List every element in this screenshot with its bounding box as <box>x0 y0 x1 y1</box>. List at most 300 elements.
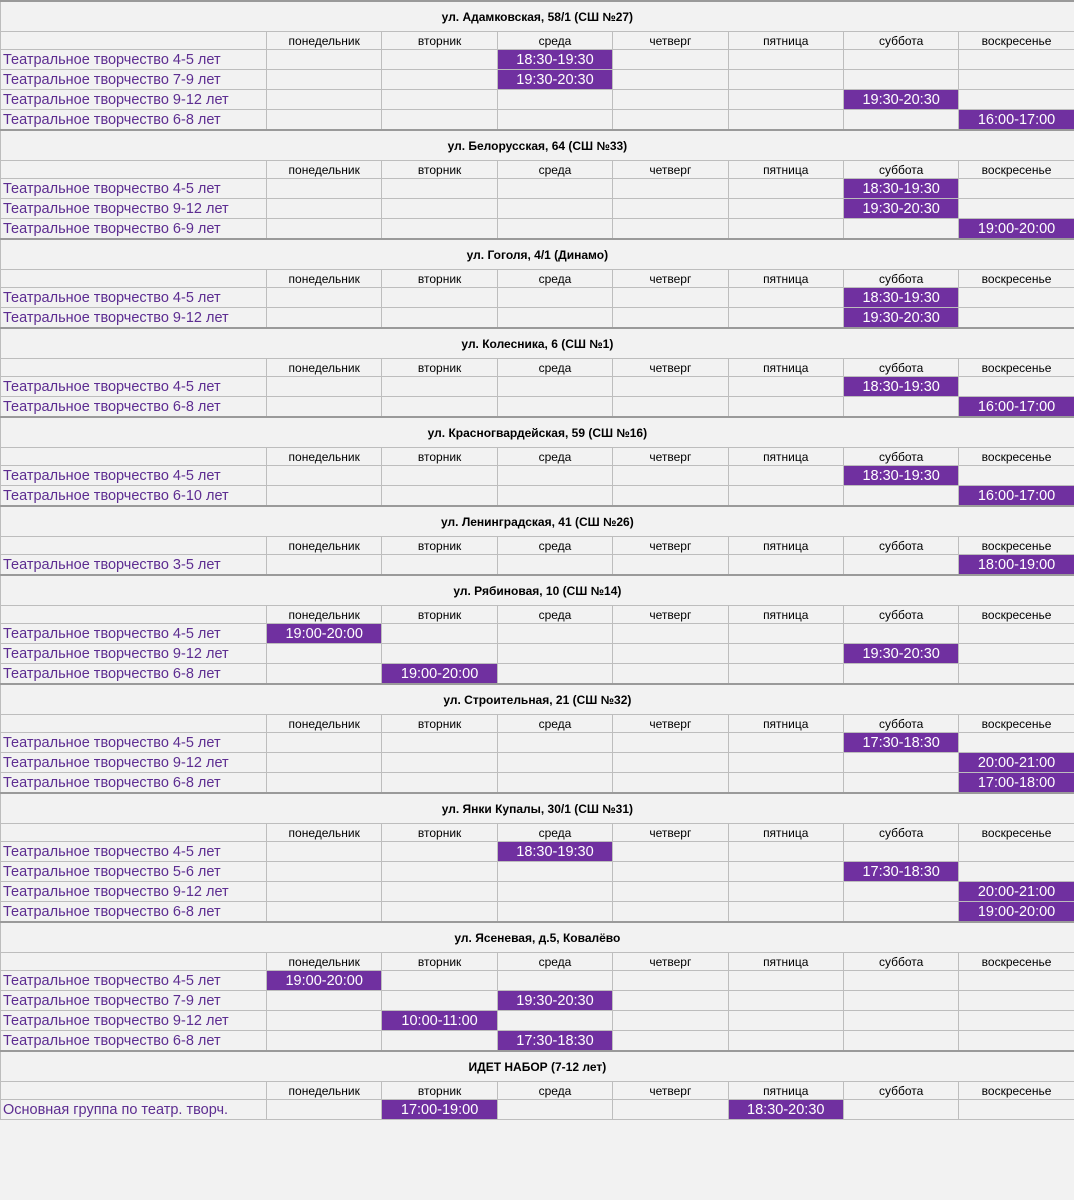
time-slot: 16:00-17:00 <box>959 486 1074 507</box>
location-title: ул. Колесника, 6 (СШ №1) <box>1 328 1074 359</box>
class-name: Театральное творчество 9-12 лет <box>1 199 267 219</box>
empty-slot <box>613 288 728 308</box>
time-slot: 17:00-19:00 <box>382 1100 497 1120</box>
empty-slot <box>382 50 497 70</box>
empty-slot <box>728 555 843 576</box>
empty-slot <box>267 664 382 685</box>
location-title: ул. Гоголя, 4/1 (Динамо) <box>1 239 1074 270</box>
table-row <box>1 1031 1074 1052</box>
weekday-label: понедельник <box>267 32 382 50</box>
empty-slot <box>959 199 1074 219</box>
empty-slot <box>382 753 497 773</box>
weekday-label: пятница <box>728 953 843 971</box>
class-name: Театральное творчество 4-5 лет <box>1 733 267 753</box>
empty-slot <box>382 971 497 991</box>
weekday-label: среда <box>497 32 612 50</box>
empty-slot <box>382 308 497 329</box>
empty-slot <box>267 70 382 90</box>
table-row <box>1 179 1074 199</box>
location-title: ул. Ленинградская, 41 (СШ №26) <box>1 506 1074 537</box>
weekday-label: четверг <box>613 1082 728 1100</box>
time-slot: 18:30-19:30 <box>843 466 958 486</box>
empty-slot <box>613 1011 728 1031</box>
class-name: Театральное творчество 4-5 лет <box>1 179 267 199</box>
empty-slot <box>267 555 382 576</box>
empty-slot <box>959 308 1074 329</box>
empty-slot <box>382 219 497 240</box>
empty-slot <box>843 1100 958 1120</box>
empty-slot <box>613 882 728 902</box>
empty-slot <box>959 991 1074 1011</box>
empty-slot <box>613 902 728 923</box>
weekday-label: воскресенье <box>959 606 1074 624</box>
class-name: Театральное творчество 5-6 лет <box>1 862 267 882</box>
empty-slot <box>843 70 958 90</box>
empty-corner-cell <box>1 537 267 555</box>
empty-slot <box>728 199 843 219</box>
weekday-label: среда <box>497 537 612 555</box>
table-row <box>1 308 1074 329</box>
weekday-header-row <box>1 1082 1074 1100</box>
weekday-label: суббота <box>843 824 958 842</box>
class-name: Театральное творчество 9-12 лет <box>1 882 267 902</box>
table-row <box>1 50 1074 70</box>
empty-slot <box>267 753 382 773</box>
weekday-header-row <box>1 161 1074 179</box>
time-slot: 18:30-20:30 <box>728 1100 843 1120</box>
empty-slot <box>613 773 728 794</box>
empty-slot <box>959 288 1074 308</box>
empty-slot <box>843 624 958 644</box>
table-row <box>1 991 1074 1011</box>
table-row <box>1 555 1074 576</box>
empty-slot <box>843 50 958 70</box>
empty-slot <box>497 288 612 308</box>
weekday-label: четверг <box>613 715 728 733</box>
weekday-label: воскресенье <box>959 161 1074 179</box>
empty-slot <box>382 110 497 131</box>
empty-slot <box>613 486 728 507</box>
empty-slot <box>497 555 612 576</box>
empty-slot <box>728 308 843 329</box>
weekday-label: среда <box>497 715 612 733</box>
empty-slot <box>843 1031 958 1052</box>
empty-slot <box>267 842 382 862</box>
empty-slot <box>728 753 843 773</box>
empty-slot <box>382 486 497 507</box>
table-row <box>1 773 1074 794</box>
weekday-label: вторник <box>382 953 497 971</box>
table-row <box>1 644 1074 664</box>
empty-slot <box>267 733 382 753</box>
table-row <box>1 842 1074 862</box>
table-row <box>1 862 1074 882</box>
empty-slot <box>382 466 497 486</box>
empty-slot <box>613 90 728 110</box>
empty-slot <box>613 308 728 329</box>
empty-slot <box>728 862 843 882</box>
empty-slot <box>613 991 728 1011</box>
location-title: ул. Ясеневая, д.5, Ковалёво <box>1 922 1074 953</box>
empty-slot <box>843 555 958 576</box>
empty-slot <box>959 1031 1074 1052</box>
weekday-label: понедельник <box>267 824 382 842</box>
empty-slot <box>382 842 497 862</box>
empty-slot <box>497 219 612 240</box>
weekday-label: четверг <box>613 953 728 971</box>
empty-slot <box>843 902 958 923</box>
empty-slot <box>497 862 612 882</box>
empty-slot <box>613 971 728 991</box>
empty-slot <box>728 842 843 862</box>
weekday-label: воскресенье <box>959 448 1074 466</box>
empty-slot <box>843 842 958 862</box>
empty-slot <box>959 90 1074 110</box>
class-name: Театральное творчество 6-8 лет <box>1 773 267 794</box>
empty-slot <box>267 179 382 199</box>
time-slot: 20:00-21:00 <box>959 753 1074 773</box>
time-slot: 19:30-20:30 <box>843 199 958 219</box>
schedule-body <box>1 1 1074 1120</box>
weekday-label: воскресенье <box>959 715 1074 733</box>
weekday-label: среда <box>497 953 612 971</box>
weekday-header-row <box>1 606 1074 624</box>
empty-slot <box>497 466 612 486</box>
empty-slot <box>497 397 612 418</box>
empty-slot <box>843 486 958 507</box>
empty-slot <box>382 377 497 397</box>
empty-slot <box>613 862 728 882</box>
empty-corner-cell <box>1 32 267 50</box>
empty-slot <box>959 624 1074 644</box>
empty-slot <box>497 90 612 110</box>
time-slot: 16:00-17:00 <box>959 110 1074 131</box>
empty-slot <box>267 644 382 664</box>
location-header <box>1 793 1074 824</box>
class-name: Театральное творчество 4-5 лет <box>1 288 267 308</box>
table-row <box>1 219 1074 240</box>
empty-slot <box>267 288 382 308</box>
empty-slot <box>843 397 958 418</box>
empty-corner-cell <box>1 161 267 179</box>
class-name: Театральное творчество 7-9 лет <box>1 991 267 1011</box>
class-name: Театральное творчество 9-12 лет <box>1 90 267 110</box>
empty-slot <box>728 397 843 418</box>
empty-slot <box>267 862 382 882</box>
empty-slot <box>728 902 843 923</box>
location-header <box>1 506 1074 537</box>
class-name: Театральное творчество 9-12 лет <box>1 644 267 664</box>
empty-slot <box>959 733 1074 753</box>
weekday-label: понедельник <box>267 953 382 971</box>
weekday-label: пятница <box>728 537 843 555</box>
class-name: Театральное творчество 4-5 лет <box>1 466 267 486</box>
weekday-label: пятница <box>728 359 843 377</box>
empty-slot <box>382 90 497 110</box>
location-header <box>1 239 1074 270</box>
empty-slot <box>613 733 728 753</box>
weekday-label: четверг <box>613 270 728 288</box>
weekday-label: воскресенье <box>959 270 1074 288</box>
class-name: Театральное творчество 9-12 лет <box>1 308 267 329</box>
empty-slot <box>497 486 612 507</box>
time-slot: 10:00-11:00 <box>382 1011 497 1031</box>
table-row <box>1 902 1074 923</box>
weekday-label: среда <box>497 824 612 842</box>
empty-slot <box>843 664 958 685</box>
time-slot: 19:00-20:00 <box>267 971 382 991</box>
time-slot: 17:30-18:30 <box>843 733 958 753</box>
weekday-label: понедельник <box>267 359 382 377</box>
weekday-label: суббота <box>843 32 958 50</box>
location-header <box>1 1 1074 32</box>
empty-slot <box>382 179 497 199</box>
weekday-label: понедельник <box>267 270 382 288</box>
table-row <box>1 733 1074 753</box>
empty-slot <box>843 110 958 131</box>
empty-slot <box>497 308 612 329</box>
table-row <box>1 397 1074 418</box>
table-row <box>1 1100 1074 1120</box>
table-row <box>1 664 1074 685</box>
weekday-label: среда <box>497 1082 612 1100</box>
weekday-label: пятница <box>728 715 843 733</box>
location-header <box>1 328 1074 359</box>
table-row <box>1 110 1074 131</box>
empty-slot <box>267 219 382 240</box>
empty-slot <box>497 377 612 397</box>
table-row <box>1 466 1074 486</box>
weekday-label: понедельник <box>267 1082 382 1100</box>
empty-slot <box>613 397 728 418</box>
empty-slot <box>497 1011 612 1031</box>
weekday-label: понедельник <box>267 161 382 179</box>
location-title: ул. Рябиновая, 10 (СШ №14) <box>1 575 1074 606</box>
empty-slot <box>267 773 382 794</box>
empty-slot <box>613 753 728 773</box>
weekday-header-row <box>1 715 1074 733</box>
empty-slot <box>613 377 728 397</box>
empty-slot <box>382 862 497 882</box>
empty-slot <box>613 466 728 486</box>
empty-slot <box>959 971 1074 991</box>
weekday-label: суббота <box>843 161 958 179</box>
time-slot: 19:30-20:30 <box>843 90 958 110</box>
class-name: Театральное творчество 6-10 лет <box>1 486 267 507</box>
weekday-label: четверг <box>613 824 728 842</box>
empty-corner-cell <box>1 606 267 624</box>
weekday-label: понедельник <box>267 606 382 624</box>
empty-slot <box>728 70 843 90</box>
weekday-label: воскресенье <box>959 32 1074 50</box>
empty-slot <box>728 288 843 308</box>
empty-slot <box>497 773 612 794</box>
class-name: Театральное творчество 4-5 лет <box>1 377 267 397</box>
empty-slot <box>497 624 612 644</box>
class-name: Театральное творчество 6-8 лет <box>1 664 267 685</box>
empty-corner-cell <box>1 270 267 288</box>
empty-slot <box>497 882 612 902</box>
weekday-label: вторник <box>382 161 497 179</box>
weekday-label: вторник <box>382 715 497 733</box>
empty-slot <box>728 90 843 110</box>
empty-slot <box>497 644 612 664</box>
empty-slot <box>497 199 612 219</box>
location-title: ул. Янки Купалы, 30/1 (СШ №31) <box>1 793 1074 824</box>
empty-slot <box>382 397 497 418</box>
time-slot: 19:00-20:00 <box>959 902 1074 923</box>
empty-slot <box>959 466 1074 486</box>
empty-slot <box>497 753 612 773</box>
weekday-label: вторник <box>382 824 497 842</box>
table-row <box>1 882 1074 902</box>
empty-slot <box>613 199 728 219</box>
empty-slot <box>959 179 1074 199</box>
time-slot: 19:00-20:00 <box>959 219 1074 240</box>
empty-slot <box>728 991 843 1011</box>
weekday-label: пятница <box>728 448 843 466</box>
empty-slot <box>382 733 497 753</box>
weekday-label: воскресенье <box>959 824 1074 842</box>
empty-corner-cell <box>1 359 267 377</box>
empty-slot <box>497 902 612 923</box>
empty-slot <box>728 624 843 644</box>
empty-slot <box>728 733 843 753</box>
empty-slot <box>728 971 843 991</box>
class-name: Театральное творчество 4-5 лет <box>1 50 267 70</box>
location-header <box>1 1051 1074 1082</box>
time-slot: 16:00-17:00 <box>959 397 1074 418</box>
empty-slot <box>843 773 958 794</box>
class-name: Основная группа по театр. творч. <box>1 1100 267 1120</box>
empty-slot <box>382 991 497 1011</box>
empty-slot <box>959 842 1074 862</box>
empty-slot <box>267 882 382 902</box>
weekday-label: воскресенье <box>959 537 1074 555</box>
empty-slot <box>843 1011 958 1031</box>
table-row <box>1 70 1074 90</box>
empty-slot <box>728 466 843 486</box>
empty-slot <box>267 397 382 418</box>
weekday-label: пятница <box>728 824 843 842</box>
empty-slot <box>267 486 382 507</box>
time-slot: 18:30-19:30 <box>843 179 958 199</box>
empty-corner-cell <box>1 715 267 733</box>
weekday-label: среда <box>497 161 612 179</box>
weekday-label: суббота <box>843 537 958 555</box>
empty-slot <box>497 1100 612 1120</box>
empty-slot <box>843 753 958 773</box>
weekday-label: суббота <box>843 606 958 624</box>
empty-slot <box>267 902 382 923</box>
table-row <box>1 753 1074 773</box>
time-slot: 19:30-20:30 <box>497 991 612 1011</box>
table-row <box>1 199 1074 219</box>
empty-slot <box>728 664 843 685</box>
weekday-label: пятница <box>728 270 843 288</box>
empty-slot <box>382 555 497 576</box>
table-row <box>1 1011 1074 1031</box>
weekday-label: пятница <box>728 1082 843 1100</box>
location-title: ИДЕТ НАБОР (7-12 лет) <box>1 1051 1074 1082</box>
empty-slot <box>959 644 1074 664</box>
weekday-label: суббота <box>843 953 958 971</box>
location-header <box>1 922 1074 953</box>
empty-slot <box>728 377 843 397</box>
empty-slot <box>613 179 728 199</box>
empty-slot <box>382 902 497 923</box>
empty-slot <box>267 50 382 70</box>
empty-slot <box>382 644 497 664</box>
weekday-label: четверг <box>613 32 728 50</box>
table-row <box>1 288 1074 308</box>
empty-slot <box>613 1031 728 1052</box>
empty-slot <box>843 882 958 902</box>
class-name: Театральное творчество 6-8 лет <box>1 397 267 418</box>
weekday-header-row <box>1 537 1074 555</box>
time-slot: 17:30-18:30 <box>497 1031 612 1052</box>
weekday-label: среда <box>497 359 612 377</box>
weekday-label: четверг <box>613 448 728 466</box>
weekday-label: воскресенье <box>959 359 1074 377</box>
weekday-label: суббота <box>843 715 958 733</box>
empty-slot <box>728 882 843 902</box>
empty-slot <box>267 1100 382 1120</box>
empty-slot <box>613 555 728 576</box>
weekday-label: среда <box>497 606 612 624</box>
empty-slot <box>613 70 728 90</box>
class-name: Театральное творчество 6-8 лет <box>1 902 267 923</box>
empty-slot <box>959 70 1074 90</box>
empty-slot <box>267 110 382 131</box>
empty-slot <box>267 991 382 1011</box>
class-name: Театральное творчество 6-8 лет <box>1 110 267 131</box>
weekday-label: вторник <box>382 270 497 288</box>
empty-slot <box>497 971 612 991</box>
weekday-label: вторник <box>382 359 497 377</box>
weekday-header-row <box>1 824 1074 842</box>
empty-slot <box>267 308 382 329</box>
empty-slot <box>497 179 612 199</box>
weekday-header-row <box>1 448 1074 466</box>
empty-slot <box>728 1011 843 1031</box>
weekday-label: воскресенье <box>959 1082 1074 1100</box>
empty-slot <box>382 1031 497 1052</box>
empty-slot <box>613 644 728 664</box>
empty-slot <box>959 664 1074 685</box>
empty-slot <box>613 624 728 644</box>
empty-slot <box>613 219 728 240</box>
class-name: Театральное творчество 4-5 лет <box>1 842 267 862</box>
empty-slot <box>497 110 612 131</box>
class-name: Театральное творчество 4-5 лет <box>1 971 267 991</box>
location-title: ул. Адамковская, 58/1 (СШ №27) <box>1 1 1074 32</box>
weekday-label: вторник <box>382 32 497 50</box>
empty-slot <box>382 288 497 308</box>
weekday-header-row <box>1 32 1074 50</box>
weekday-label: суббота <box>843 270 958 288</box>
time-slot: 18:00-19:00 <box>959 555 1074 576</box>
weekday-label: среда <box>497 448 612 466</box>
class-name: Театральное творчество 6-9 лет <box>1 219 267 240</box>
weekday-label: понедельник <box>267 537 382 555</box>
weekday-label: среда <box>497 270 612 288</box>
empty-slot <box>613 1100 728 1120</box>
weekday-label: понедельник <box>267 715 382 733</box>
empty-slot <box>843 219 958 240</box>
empty-slot <box>267 1011 382 1031</box>
empty-slot <box>728 773 843 794</box>
